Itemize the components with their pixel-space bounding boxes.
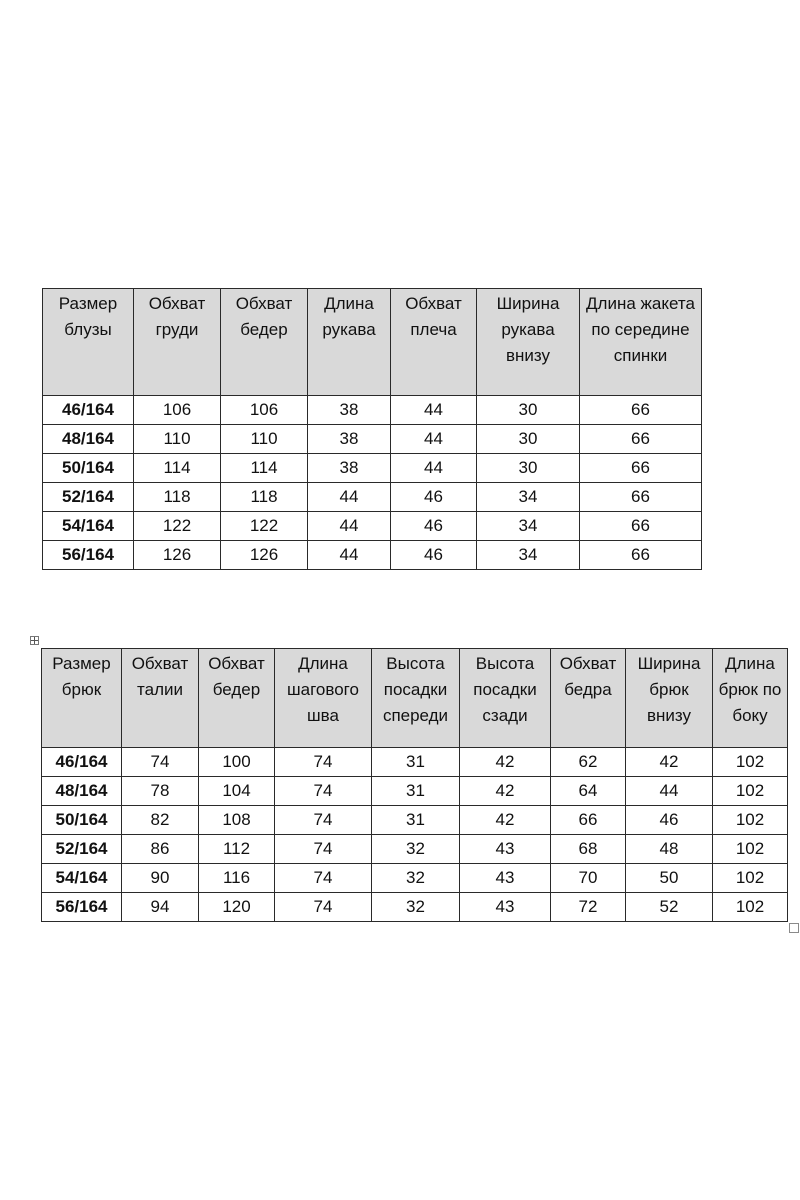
column-header: Длина рукава [308, 289, 391, 396]
table-cell: 38 [308, 396, 391, 425]
table-cell: 82 [122, 806, 199, 835]
table-cell: 34 [477, 541, 580, 570]
table-cell: 48 [626, 835, 713, 864]
table-cell: 120 [199, 893, 275, 922]
table-cell: 46 [391, 483, 477, 512]
table-cell: 74 [275, 835, 372, 864]
table-cell: 34 [477, 512, 580, 541]
table-cell: 94 [122, 893, 199, 922]
table-cell: 42 [460, 806, 551, 835]
column-header: Обхват бедра [551, 649, 626, 748]
table-cell: 74 [275, 806, 372, 835]
table-cell: 66 [580, 512, 702, 541]
table-cell: 50 [626, 864, 713, 893]
table-cell: 32 [372, 893, 460, 922]
table-cell: 64 [551, 777, 626, 806]
table-cell: 114 [221, 454, 308, 483]
table-cell: 44 [391, 396, 477, 425]
table-cell: 106 [134, 396, 221, 425]
table-cell: 38 [308, 454, 391, 483]
column-header: Размер блузы [43, 289, 134, 396]
table-cell: 74 [275, 777, 372, 806]
table-row [42, 893, 788, 922]
table-cell: 62 [551, 748, 626, 777]
size-cell: 54/164 [43, 512, 134, 541]
table-row [42, 864, 788, 893]
table-cell: 104 [199, 777, 275, 806]
table-cell: 43 [460, 835, 551, 864]
table-cell: 74 [122, 748, 199, 777]
table-cell: 102 [713, 893, 788, 922]
table-cell: 46 [626, 806, 713, 835]
size-cell: 56/164 [43, 541, 134, 570]
table-cell: 44 [391, 425, 477, 454]
table-cell: 74 [275, 748, 372, 777]
table-cell: 74 [275, 864, 372, 893]
table-cell: 114 [134, 454, 221, 483]
table-cell: 46 [391, 541, 477, 570]
table-cell: 44 [308, 512, 391, 541]
table-cell: 38 [308, 425, 391, 454]
table-cell: 43 [460, 893, 551, 922]
table-cell: 42 [460, 748, 551, 777]
table-cell: 30 [477, 454, 580, 483]
table-cell: 72 [551, 893, 626, 922]
blouse-size-table [42, 288, 702, 570]
column-header: Ширина брюк внизу [626, 649, 713, 748]
table-cell: 66 [580, 483, 702, 512]
table-cell: 66 [580, 396, 702, 425]
table-cell: 52 [626, 893, 713, 922]
table-cell: 102 [713, 864, 788, 893]
size-cell: 54/164 [42, 864, 122, 893]
table-cell: 102 [713, 806, 788, 835]
table-row [42, 835, 788, 864]
table-row [42, 806, 788, 835]
table-row [43, 541, 702, 570]
table-cell: 102 [713, 748, 788, 777]
column-header: Высота посадки сзади [460, 649, 551, 748]
table-cell: 44 [308, 483, 391, 512]
column-header: Длина шагового шва [275, 649, 372, 748]
size-cell: 50/164 [43, 454, 134, 483]
table-cell: 112 [199, 835, 275, 864]
column-header: Ширина рукава внизу [477, 289, 580, 396]
table-cell: 66 [580, 454, 702, 483]
table-cell: 90 [122, 864, 199, 893]
size-cell: 52/164 [42, 835, 122, 864]
table-cell: 46 [391, 512, 477, 541]
column-header: Размер брюк [42, 649, 122, 748]
table-cell: 68 [551, 835, 626, 864]
size-cell: 48/164 [43, 425, 134, 454]
table-cell: 66 [580, 541, 702, 570]
trousers-size-table [41, 648, 788, 922]
table-cell: 31 [372, 777, 460, 806]
table-cell: 30 [477, 425, 580, 454]
table-cell: 86 [122, 835, 199, 864]
size-cell: 46/164 [43, 396, 134, 425]
table-cell: 34 [477, 483, 580, 512]
table-cell: 44 [308, 541, 391, 570]
size-cell: 50/164 [42, 806, 122, 835]
table-cell: 110 [221, 425, 308, 454]
table-cell: 43 [460, 864, 551, 893]
table-cell: 31 [372, 806, 460, 835]
table-cell: 78 [122, 777, 199, 806]
column-header: Обхват плеча [391, 289, 477, 396]
column-header: Обхват талии [122, 649, 199, 748]
column-header: Обхват бедер [221, 289, 308, 396]
table-row [42, 748, 788, 777]
table-row [43, 512, 702, 541]
column-header: Высота посадки спереди [372, 649, 460, 748]
table-cell: 70 [551, 864, 626, 893]
table-cell: 66 [551, 806, 626, 835]
table-cell: 42 [460, 777, 551, 806]
table-cell: 118 [134, 483, 221, 512]
table-cell: 116 [199, 864, 275, 893]
table-cell: 126 [134, 541, 221, 570]
table-cell: 122 [134, 512, 221, 541]
table-row [43, 425, 702, 454]
table-row [43, 454, 702, 483]
column-header: Длина жакета по середине спинки [580, 289, 702, 396]
table-row [43, 483, 702, 512]
size-cell: 56/164 [42, 893, 122, 922]
table-cell: 30 [477, 396, 580, 425]
table-cell: 44 [391, 454, 477, 483]
size-cell: 46/164 [42, 748, 122, 777]
move-handle-icon[interactable] [30, 636, 39, 645]
header-row [43, 289, 702, 396]
table-cell: 102 [713, 835, 788, 864]
table-cell: 102 [713, 777, 788, 806]
column-header: Длина брюк по боку [713, 649, 788, 748]
table-cell: 100 [199, 748, 275, 777]
table-cell: 31 [372, 748, 460, 777]
table-cell: 106 [221, 396, 308, 425]
table-cell: 122 [221, 512, 308, 541]
table-cell: 126 [221, 541, 308, 570]
table-cell: 108 [199, 806, 275, 835]
table-row [43, 396, 702, 425]
header-row [42, 649, 788, 748]
table-cell: 42 [626, 748, 713, 777]
resize-handle-icon[interactable] [789, 923, 799, 933]
table-cell: 32 [372, 864, 460, 893]
table-cell: 66 [580, 425, 702, 454]
table-cell: 118 [221, 483, 308, 512]
table-row [42, 777, 788, 806]
table-cell: 44 [626, 777, 713, 806]
size-cell: 48/164 [42, 777, 122, 806]
size-cell: 52/164 [43, 483, 134, 512]
table-cell: 110 [134, 425, 221, 454]
column-header: Обхват груди [134, 289, 221, 396]
table-cell: 32 [372, 835, 460, 864]
column-header: Обхват бедер [199, 649, 275, 748]
table-cell: 74 [275, 893, 372, 922]
